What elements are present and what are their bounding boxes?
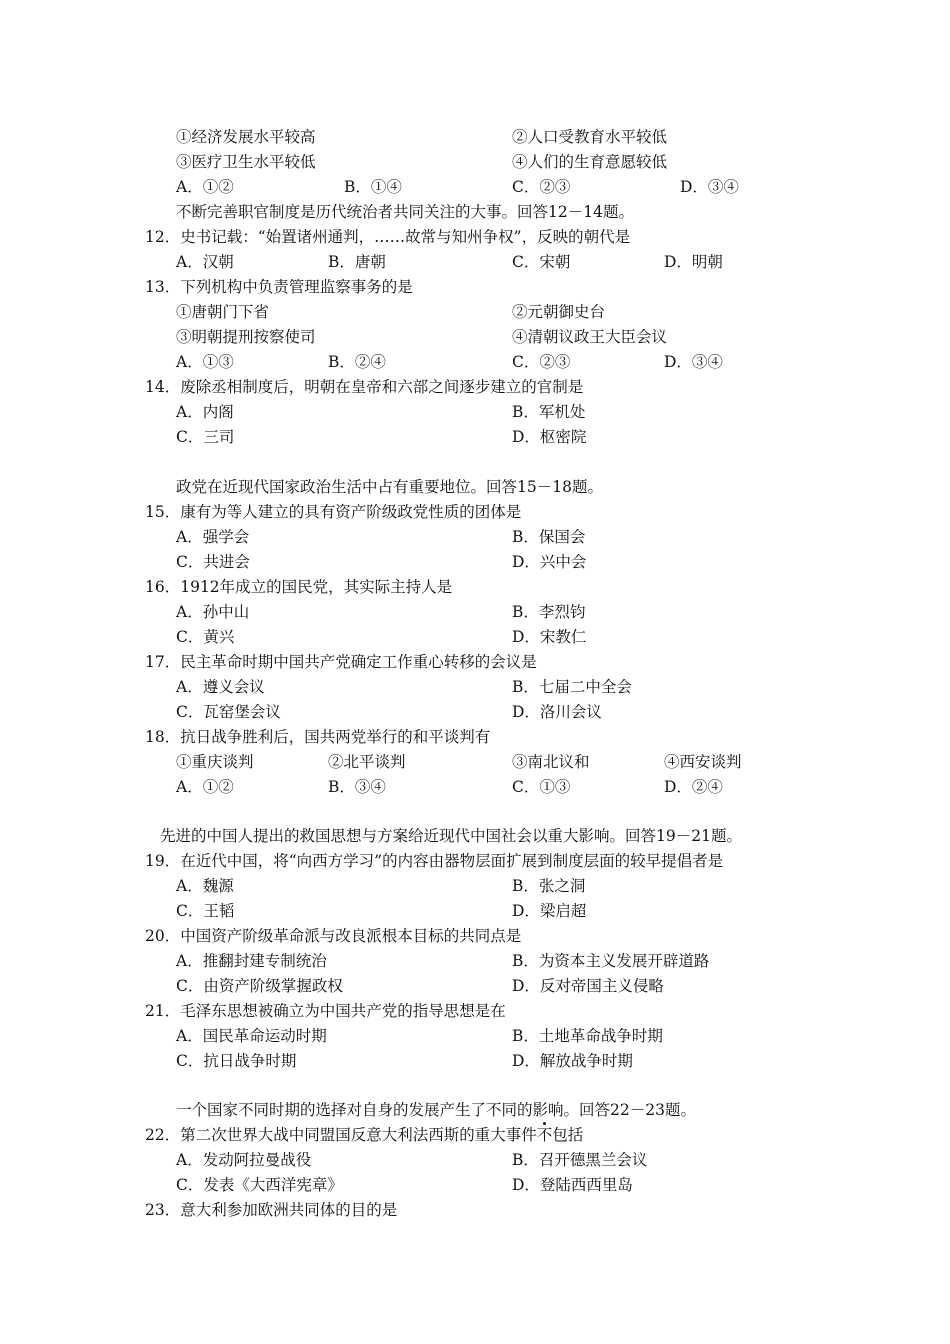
q13-option-2: ②元朝御史台	[512, 303, 606, 321]
q19-answer-b: B．张之洞	[512, 877, 586, 895]
q16-answer-b: B．李烈钧	[512, 603, 586, 621]
q22-stem-end: 包括	[552, 1126, 584, 1144]
q13-option-1: ①唐朝门下省	[176, 303, 270, 321]
question-22-stem	[145, 1125, 583, 1145]
q22-answer-c: C．发表《大西洋宪章》	[176, 1176, 343, 1194]
q18-answer-d: D．②④	[664, 778, 723, 796]
intro-12-14: 不断完善职官制度是历代统治者共同关注的大事。回答12－14题。	[176, 203, 634, 221]
q17-answer-c: C．瓦窑堡会议	[176, 703, 281, 721]
q22-answer-d: D．登陆西西里岛	[512, 1176, 633, 1194]
question-12-stem: 12．史书记载：“始置诸州通判，……故常与知州争权”，反映的朝代是	[145, 228, 631, 246]
question-15-stem: 15．康有为等人建立的具有资产阶级政党性质的团体是	[145, 503, 522, 521]
q18-option-4: ④西安谈判	[664, 753, 742, 771]
q20-answer-b: B．为资本主义发展开辟道路	[512, 952, 710, 970]
question-20-stem: 20．中国资产阶级革命派与改良派根本目标的共同点是	[145, 927, 522, 945]
q17-answer-d: D．洛川会议	[512, 703, 602, 721]
q18-option-2: ②北平谈判	[328, 753, 406, 771]
q18-answer-a: A．①②	[176, 778, 234, 796]
q18-option-3: ③南北议和	[512, 753, 590, 771]
question-23-stem: 23．意大利参加欧洲共同体的目的是	[145, 1201, 398, 1219]
question-13-stem: 13．下列机构中负责管理监察事务的是	[145, 278, 413, 296]
q19-answer-a: A．魏源	[176, 877, 234, 895]
q12-answer-d: D．明朝	[664, 253, 723, 271]
option-3: ③医疗卫生水平较低	[176, 153, 316, 171]
q21-answer-b: B．土地革命战争时期	[512, 1027, 663, 1045]
q15-answer-c: C．共进会	[176, 553, 250, 571]
q14-answer-b: B．军机处	[512, 403, 586, 421]
intro-19-21: 先进的中国人提出的救国思想与方案给近现代中国社会以重大影响。回答19－21题。	[160, 827, 742, 845]
q12-answer-c: C．宋朝	[512, 253, 571, 271]
q20-answer-d: D．反对帝国主义侵略	[512, 977, 664, 995]
q16-answer-d: D．宋教仁	[512, 628, 587, 646]
q13-answer-c: C．②③	[512, 353, 571, 371]
q14-answer-c: C．三司	[176, 428, 235, 446]
question-14-stem: 14．废除丞相制度后，明朝在皇帝和六部之间逐步建立的官制是	[145, 378, 584, 396]
q21-answer-a: A．国民革命运动时期	[176, 1027, 327, 1045]
q13-answer-a: A．①③	[176, 353, 234, 371]
answer-d: D．③④	[680, 178, 739, 196]
q22-emphasis-not: 不	[536, 1126, 553, 1144]
q15-answer-a: A．强学会	[176, 528, 250, 546]
question-21-stem: 21．毛泽东思想被确立为中国共产党的指导思想是在	[145, 1002, 506, 1020]
question-16-stem: 16．1912年成立的国民党，其实际主持人是	[145, 578, 453, 596]
option-1: ①经济发展水平较高	[176, 128, 316, 146]
q13-option-3: ③明朝提刑按察使司	[176, 328, 316, 346]
q13-answer-d: D．③④	[664, 353, 723, 371]
q22-stem-main: 22．第二次世界大战中同盟国反意大利法西斯的重大事件	[145, 1126, 537, 1144]
q15-answer-b: B．保国会	[512, 528, 586, 546]
q16-answer-a: A．孙中山	[176, 603, 250, 621]
question-17-stem: 17．民主革命时期中国共产党确定工作重心转移的会议是	[145, 653, 537, 671]
intro-22-23: 一个国家不同时期的选择对自身的发展产生了不同的影响。回答22－23题。	[176, 1101, 696, 1119]
q22-answer-a: A．发动阿拉曼战役	[176, 1151, 312, 1169]
q20-answer-a: A．推翻封建专制统治	[176, 952, 327, 970]
q17-answer-a: A．遵义会议	[176, 678, 265, 696]
q18-answer-b: B．③④	[328, 778, 386, 796]
q13-answer-b: B．②④	[328, 353, 386, 371]
q17-answer-b: B．七届二中全会	[512, 678, 632, 696]
q20-answer-c: C．由资产阶级掌握政权	[176, 977, 343, 995]
option-2: ②人口受教育水平较低	[512, 128, 668, 146]
q21-answer-d: D．解放战争时期	[512, 1052, 633, 1070]
q19-answer-c: C．王韬	[176, 902, 235, 920]
q14-answer-d: D．枢密院	[512, 428, 587, 446]
q13-option-4: ④清朝议政王大臣会议	[512, 328, 668, 346]
q16-answer-c: C．黄兴	[176, 628, 235, 646]
question-18-stem: 18．抗日战争胜利后，国共两党举行的和平谈判有	[145, 728, 491, 746]
q19-answer-d: D．梁启超	[512, 902, 587, 920]
q12-answer-b: B．唐朝	[328, 253, 386, 271]
q15-answer-d: D．兴中会	[512, 553, 587, 571]
q18-option-1: ①重庆谈判	[176, 753, 254, 771]
answer-c: C．②③	[512, 178, 571, 196]
question-19-stem: 19．在近代中国，将“向西方学习”的内容由器物层面扩展到制度层面的较早提倡者是	[145, 852, 724, 870]
intro-15-18: 政党在近现代国家政治生活中占有重要地位。回答15－18题。	[176, 478, 603, 496]
q12-answer-a: A．汉朝	[176, 253, 234, 271]
answer-b: B．①④	[344, 178, 402, 196]
q21-answer-c: C．抗日战争时期	[176, 1052, 297, 1070]
option-4: ④人们的生育意愿较低	[512, 153, 668, 171]
q22-answer-b: B．召开德黑兰会议	[512, 1151, 648, 1169]
q18-answer-c: C．①③	[512, 778, 571, 796]
answer-a: A．①②	[176, 178, 234, 196]
q14-answer-a: A．内阁	[176, 403, 234, 421]
